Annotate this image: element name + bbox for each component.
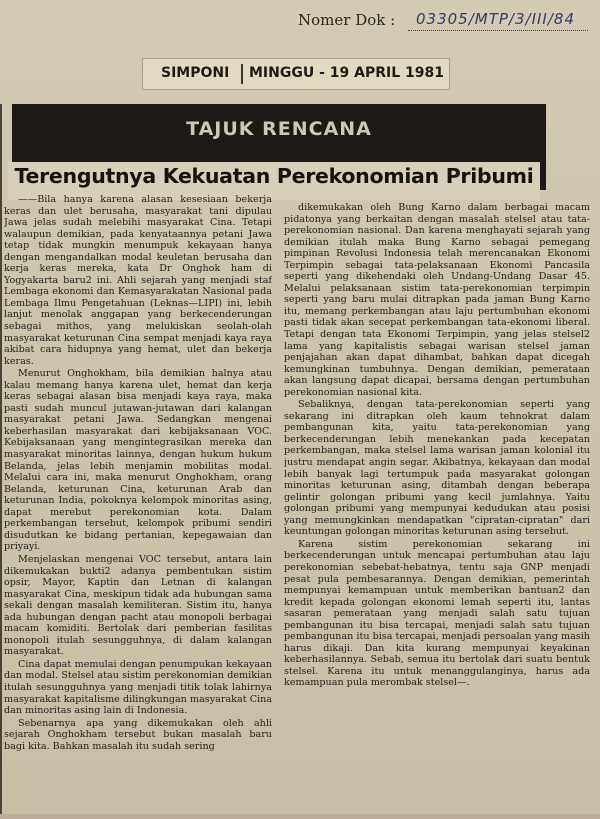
paragraph: Sebaliknya, dengan tata-perekonomian seperti yang sekarang ini ditrapkan oleh kaum tehnokrat dalam pembangunan kita, yaitu tata-perekonomian yang berkecenderungan lebih menekankan pada kecepatan perkembangan, maka stelsel lama warisan jaman kolonial itu justru mendapat angin segar. Akibatnya, kekayaan dan modal lebih banyak lagi tertumpuk pada masyarakat golongan minoritas keturunan asing, ditambah dengan beberapa gelintir golongan pribumi yang kecil jumlahnya. Yaitu golongan pribumi yang mempunyai kedudukan atau posisi yang memungkinkan mendapatkan "cipratan-cipratan" dari keuntungan golongan minoritas keturunan asing tersebut. bbox=[284, 399, 590, 538]
article-column-left bbox=[4, 194, 272, 814]
publication-clip-label bbox=[142, 58, 450, 90]
publication-date: MINGGU - 19 APRIL 1981 bbox=[249, 65, 444, 81]
clip-divider bbox=[241, 64, 243, 84]
paragraph: Menurut Onghokham, bila demikian halnya atau kalau memang hanya karena ulet, hemat dan kerja keras sebagai alasan bisa menjadi kaya raya, maka pasti sudah muncul jutawan-jutawan dari kalangan masyarakat petani Jawa. Sedangkan mengenai keberhasilan masyarakat dari kebijaksanaan VOC. Kebijaksanaan yang mengintegrasikan mereka dan masyarakat minoritas lainnya, dengan hukum hukum Belanda, jelas lebih menjamin mobilitas modal. Melalui cara ini, maka menurut Onghokham, orang Belanda, keturunan Cina, keturunan Arab dan keturunan India, pokoknya kelompok minoritas asing, dapat merebut perekonomian kota. Dalam perkembangan tersebut, kelompok pribumi sendiri disudutkan ke bidang pertanian, kepegawaian dan priyayi. bbox=[4, 368, 272, 553]
article-headline: Terengutnya Kekuatan Perekonomian Pribumi bbox=[14, 164, 534, 188]
article-column-right bbox=[284, 202, 590, 810]
editorial-kicker: TAJUK RENCANA bbox=[186, 118, 372, 140]
paragraph: Sebenarnya apa yang dikemukakan oleh ahli sejarah Onghokham tersebut bukan masalah baru bagi kita. Bahkan masalah itu sudah sering bbox=[4, 717, 272, 752]
paragraph: Karena sistim perekonomian sekarang ini berkecenderungan untuk mencapai pertumbuhan atau laju perekonomian sebebat-hebatnya, tentu saja GNP menjadi pesat pula pembesarannya. Dengan demikian, pemerintah mempunyai kemampuan untuk memberikan bantuan2 dan kredit kepada golongan ekonomi lemah seperti itu, lantas sasaran pemerataan yang menjadi salah satu tujuan pembangunan itu bisa tercapai, menjadi salah satu tujuan pembangunan itu bisa tercapai, menjadi persoalan yang masih harus dikaji. Dan kita kurang mempunyai keyakinan keberhasilannya. Sebab, semua itu bertolak dari suatu bentuk stelsel. Karena itu untuk menanggulanginya, harus ada kemampuan pula merombak stelsel—. bbox=[284, 538, 590, 689]
document-number-underline bbox=[408, 30, 588, 31]
paragraph: Cina dapat memulai dengan penumpukan kekayaan dan modal. Stelsel atau sistim perekonomian demikian itulah sesungguhnya yang menjadi titik tolak lahirnya masyarakat kapitalisme dilingkungan masyarakat Cina dan minoritas asing lain di Indonesia. bbox=[4, 658, 272, 717]
paragraph: ——Bila hanya karena alasan kesesiaan bekerja keras dan ulet berusaha, masyarakat tani dipulau Jawa jelas sudah melebihi masyarakat Cina. Tetapi walaupun demikian, pada kenyataannya petani Jawa tetap tidak mungkin menumpuk kekayaan hanya dengan mengandalkan modal keuletan berusaha dan kerja keras mereka, kata Dr Onghok ham di Yogyakarta baru2 ini. Ahli sejarah yang menjadi staf Lembaga ekonomi dan Kemasyarakatan Nasional pada Lembaga Ilmu Pengetahuan (Leknas—LIPI) ini, lebih lanjut menolak anggapan yang berkecenderungan sebagai mithos, yang melukiskan seolah-olah masyarakat keturunan Cina sempat menjadi kaya raya akibat cara hidupnya yang hemat, ulet dan bekerja keras. bbox=[4, 194, 272, 367]
document-number-value: 03305/MTP/3/III/84 bbox=[416, 10, 575, 28]
document-number-stamp bbox=[298, 8, 594, 38]
left-margin-rule bbox=[0, 104, 2, 819]
bottom-edge bbox=[0, 814, 600, 819]
document-number-label: Nomer Dok : bbox=[298, 11, 396, 29]
paragraph: Menjelaskan mengenai VOC tersebut, antara lain dikemukakan bukti2 adanya pembentukan sistim opsir, Mayor, Kaptin dan Letnan di kalangan masyarakat Cina, meskipun tidak ada hubungan sama sekali dengan masalah kemiliteran. Sistim itu, hanya ada hubungan dengan pacht atau monopoli berbagai macam komiditi. Bertolak dari pemberian fasilitas monopoli itulah sesungguhnya, di dalam kalangan masyarakat. bbox=[4, 553, 272, 658]
paragraph: dikemukakan oleh Bung Karno dalam berbagai macam pidatonya yang berkaitan dengan masalah stelsel atau tata-perekonomian nasional. Dan karena menghayati sejarah yang demikian itulah maka Bung Karno sebagai pemegang pimpinan Revolusi Indonesia telah merencanakan Ekonomi Terpimpin sebagai tata-pelaksanaan Ekonomi Pancasila seperti yang dikehendaki oleh Undang-Undang Dasar 45. Melalui pelaksanaan sistim tata-perekonomian terpimpin seperti yang baru mulai ditrapkan pada jaman Bung Karno itu, memang perkembangan atau laju pertumbuhan ekonomi pasti tidak akan secepat perkembangan tata-ekonomi liberal. Tetapi dengan tata Ekonomi Terpimpin, yang jelas stelsel2 lama yang kapitalistis sebagai warisan stelsel jaman penjajahan akan dapat dihambat, bahkan dapat dicegah kemungkinan tumbuhnya. Dengan demikian, pemerataan akan langsung dapat dicapai, bersama dengan pertumbuhan perekonomian nasional kita. bbox=[284, 202, 590, 398]
publication-name: SIMPONI bbox=[161, 65, 230, 81]
